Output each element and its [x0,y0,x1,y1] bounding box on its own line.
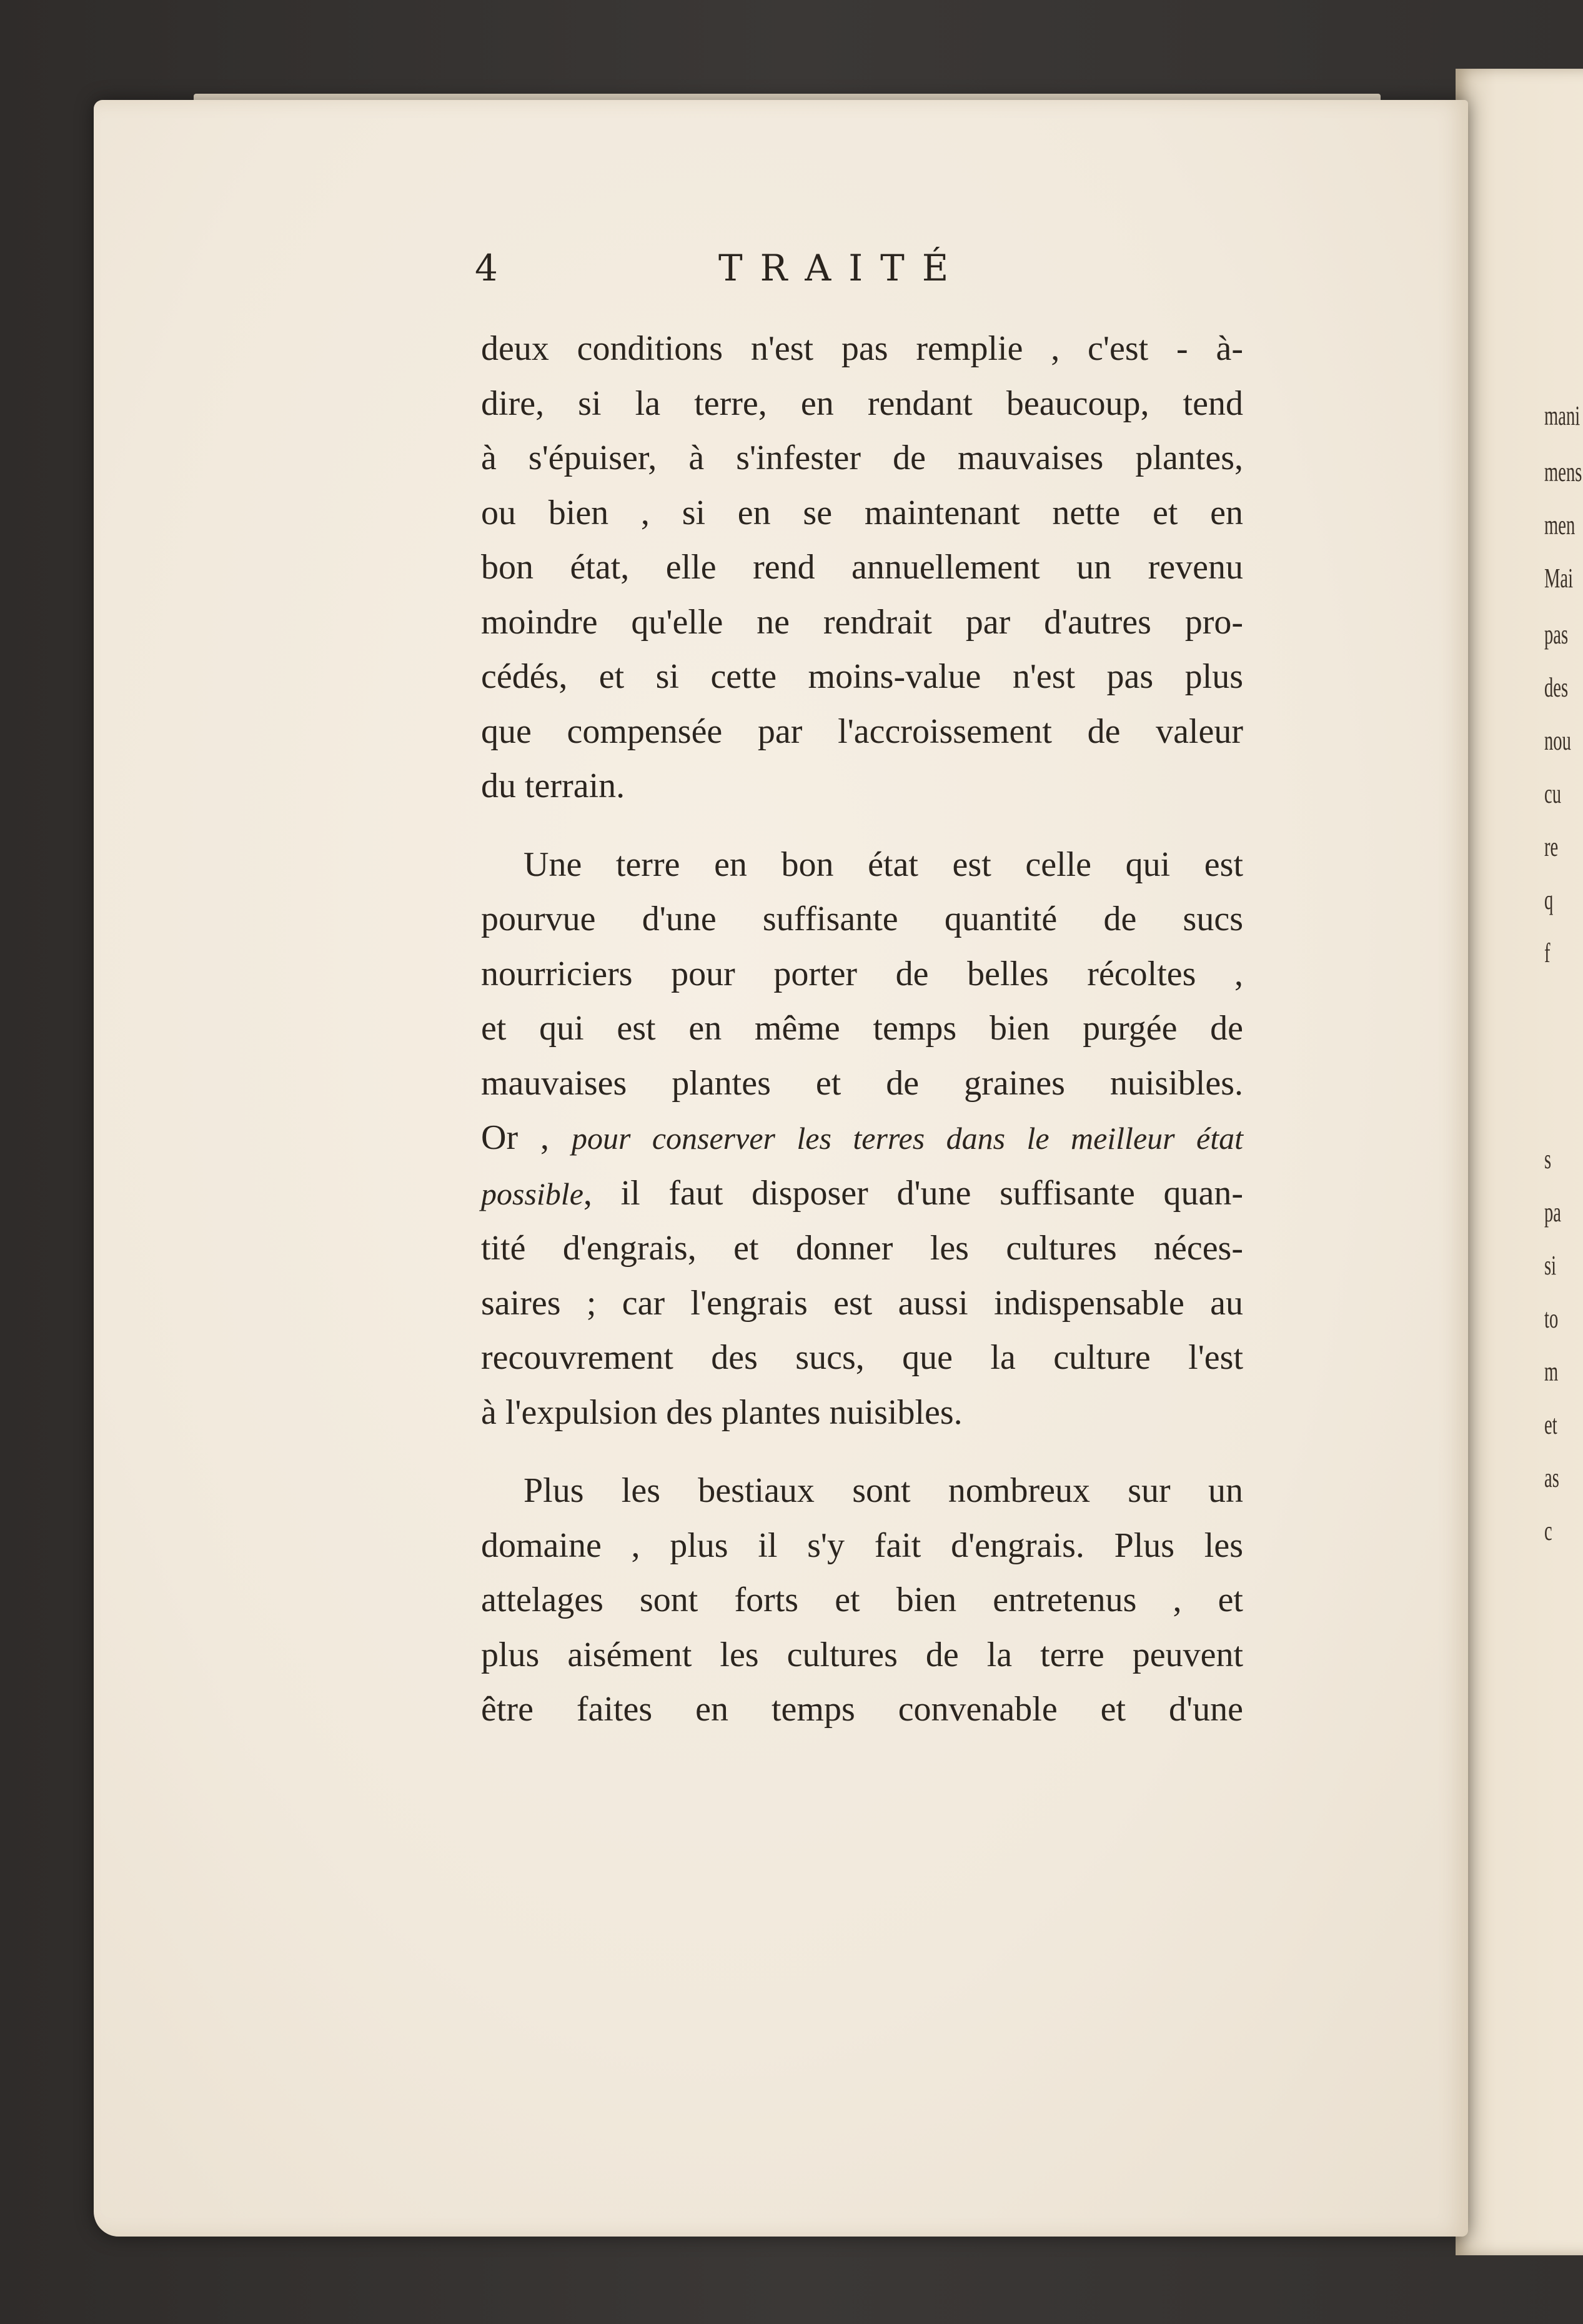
text-line-emphasis [481,1166,1243,1222]
text-line: recouvrement des sucs, que la culture l'est [481,1338,1243,1377]
text-line: à s'épuiser, à s'infester de mauvaises plantes, [481,439,1243,477]
facing-page-fragment: nou [1544,725,1571,756]
facing-page-fragment: mani [1544,400,1581,431]
paragraph-3 [481,1464,1243,1737]
text-line: tité d'engrais, et donner les cultures néces- [481,1229,1243,1268]
running-head: TRAITÉ [718,247,966,289]
facing-page-fragment: re [1544,832,1559,862]
facing-page-fragment: q [1544,885,1554,915]
text-line: deux conditions n'est pas remplie , c'est - à- [481,329,1243,368]
facing-page-fragment: Mai [1544,563,1574,593]
text-line: attelages sont forts et bien entretenus , et [481,1581,1243,1619]
facing-page-fragment: to [1544,1303,1559,1334]
page-header [475,247,1281,297]
facing-page-fragment: men [1544,510,1576,540]
text-line: être faites en temps convenable et d'une [481,1690,1243,1729]
facing-page-fragment: mens [1544,457,1582,487]
text-line: bon état, elle rend annuellement un revenu [481,548,1243,587]
text-line: Une terre en bon état est celle qui est [524,845,1243,884]
text-line: à l'expulsion des plantes nuisibles. [481,1393,963,1432]
page-number: 4 [475,247,498,289]
text-line: dire, si la terre, en rendant beaucoup, tend [481,384,1243,423]
paragraph-2 [481,838,1243,1441]
facing-page-fragment: f [1544,938,1551,968]
text-fragment: Or , [481,1118,550,1157]
text-line: ou bien , si en se maintenant nette et en [481,493,1243,532]
italic-phrase: pour conserver les terres dans le meilleur état [571,1121,1244,1156]
text-line: moindre qu'elle ne rendrait par d'autres pro- [481,602,1243,642]
facing-page [1456,69,1583,2255]
facing-page-fragment: cu [1544,778,1561,809]
italic-phrase: possible [481,1176,583,1211]
text-line-emphasis [481,1111,1243,1166]
text-line: et qui est en même temps bien purgée de [481,1009,1243,1048]
body-text [481,322,1243,1737]
facing-page-fragment: as [1544,1462,1559,1493]
text-fragment: , il faut disposer d'une suffisante quan- [583,1173,1243,1213]
text-line: que compensée par l'accroissement de valeur [481,712,1243,751]
text-line: mauvaises plantes et de graines nuisibles. [481,1063,1243,1103]
facing-page-fragment: si [1544,1250,1557,1281]
facing-page-fragment: et [1544,1409,1557,1440]
facing-page-fragment: pa [1544,1197,1561,1228]
facing-page-fragment: pas [1544,619,1569,650]
text-line: domaine , plus il s'y fait d'engrais. Plus les [481,1526,1243,1565]
text-line: saires ; car l'engrais est aussi indispensable au [481,1283,1243,1323]
text-line: Plus les bestiaux sont nombreux sur un [524,1471,1243,1510]
text-line: plus aisément les cultures de la terre peuvent [481,1635,1243,1674]
paragraph-1 [481,322,1243,814]
facing-page-fragment: s [1544,1144,1552,1174]
facing-page-fragment: m [1544,1356,1559,1387]
facing-page-fragment: c [1544,1516,1552,1546]
facing-page-fragment: des [1544,672,1569,703]
text-line: cédés, et si cette moins-value n'est pas plus [481,657,1243,696]
text-line: pourvue d'une suffisante quantité de sucs [481,900,1243,938]
text-line: nourriciers pour porter de belles récoltes , [481,954,1243,993]
text-line: du terrain. [481,767,625,805]
